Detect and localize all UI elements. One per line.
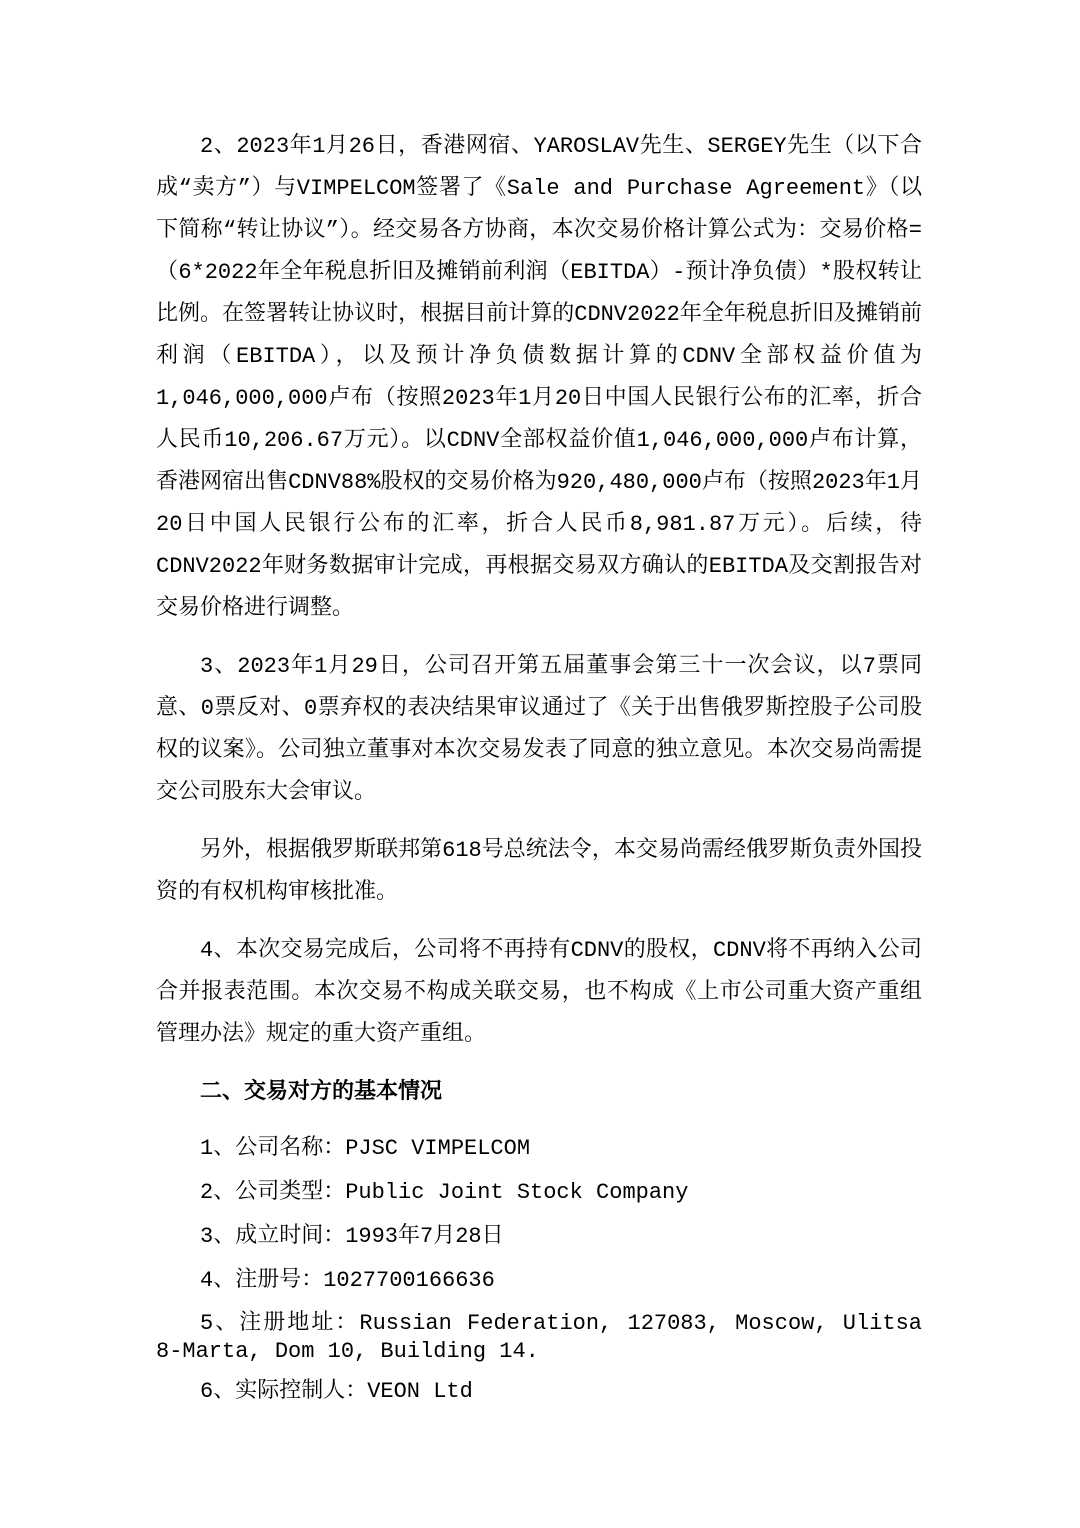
list-item-actual-controller: 6、实际控制人：VEON Ltd bbox=[200, 1379, 473, 1404]
list-item-establishment-date: 3、成立时间：1993年7月28日 bbox=[200, 1224, 504, 1249]
paragraph-russian-approval: 另外，根据俄罗斯联邦第618号总统法令，本交易尚需经俄罗斯负责外国投资的有权机构审核批准。 bbox=[156, 838, 922, 905]
list-item-company-type: 2、公司类型：Public Joint Stock Company bbox=[200, 1180, 689, 1205]
paragraph-board-meeting: 3、2023年1月29日，公司召开第五届董事会第三十一次会议，以7票同意、0票反对、0票弃权的表决结果审议通过了《关于出售俄罗斯控股子公司股权的议案》。公司独立董事对本次交易发表了同意的独立意见。本次交易尚需提交公司股东大会审议。 bbox=[156, 654, 922, 805]
list-item-registration-number: 4、注册号：1027700166636 bbox=[200, 1268, 495, 1293]
section-heading-counterparty: 二、交易对方的基本情况 bbox=[200, 1080, 443, 1105]
list-item-registered-address: 5、注册地址：Russian Federation, 127083, Moscow, Ulitsa 8-Marta, Dom 10, Building 14. bbox=[156, 1311, 922, 1364]
list-item-company-name: 1、公司名称：PJSC VIMPELCOM bbox=[200, 1136, 531, 1161]
paragraph-transaction-effect: 4、本次交易完成后，公司将不再持有CDNV的股权，CDNV将不再纳入公司合并报表范围。本次交易不构成关联交易，也不构成《上市公司重大资产重组管理办法》规定的重大资产重组。 bbox=[156, 938, 922, 1047]
paragraph-transaction-agreement: 2、2023年1月26日，香港网宿、YAROSLAV先生、SERGEY先生（以下合成“卖方”）与VIMPELCOM签署了《Sale and Purchase Agreement》（以下简称“转让协议”）。经交易各方协商，本次交易价格计算公式为：交易价格=（6*2022年全年税息折旧及摊销前利润（EBITDA）-预计净负债）*股权转让比例。在签署转让协议时，根据目前计算的CDNV2022年全年税息折旧及摊销前利润（EBITDA），以及预计净负债数据计算的CDNV全部权益价值为1,046,000,000卢布（按照2023年1月20日中国人民银行公布的汇率，折合人民币10,206.67万元）。以CDNV全部权益价值1,046,000,000卢布计算，香港网宿出售CDNV88%股权的交易价格为920,480,000卢布（按照2023年1月20日中国人民银行公布的汇率，折合人民币8,981.87万元）。后续，待CDNV2022年财务数据审计完成，再根据交易双方确认的EBITDA及交割报告对交易价格进行调整。 bbox=[156, 134, 922, 621]
